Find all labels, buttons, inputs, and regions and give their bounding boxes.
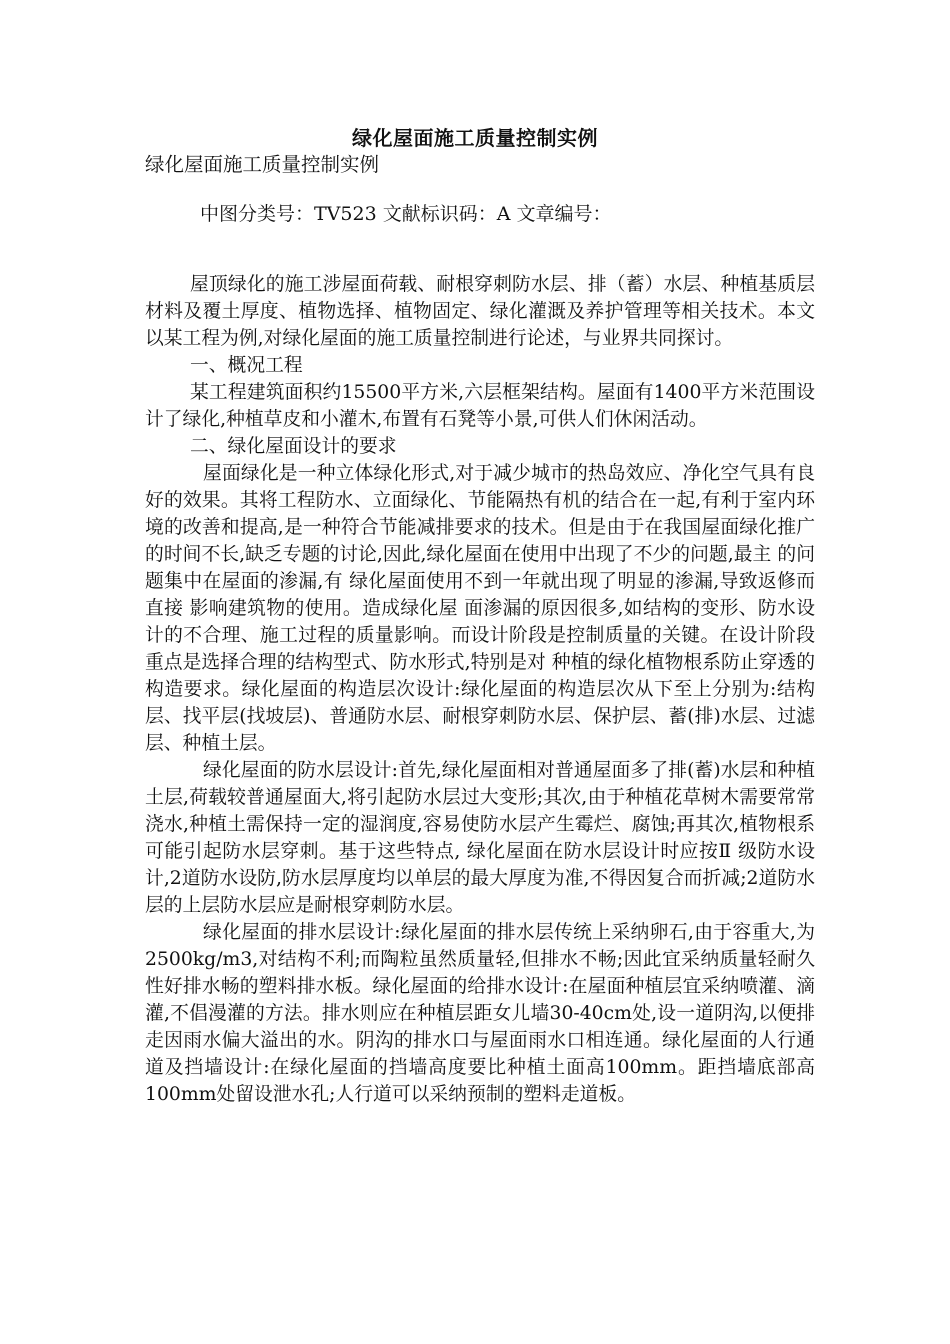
- section-heading-design: 二、绿化屋面设计的要求: [190, 436, 397, 457]
- overview-paragraph: 某工程建筑面积约15500平方米,六层框架结构。屋面有1400平方米范围设计了绿化,种植草皮和小灌木,布置有石凳等小景,可供人们休闲活动。: [145, 382, 815, 430]
- document-body: [145, 271, 815, 1108]
- design-paragraph: 屋面绿化是一种立体绿化形式,对于减少城市的热岛效应、净化空气具有良好的效果。其将工程防水、立面绿化、节能隔热有机的结合在一起,有利于室内环境的改善和提高,是一种符合节能减排要求的技术。但是由于在我国屋面绿化推广的时间不长,缺乏专题的讨论,因此,绿化屋面在使用中出现了不少的问题,最主 的问题集中在屋面的渗漏,有 绿化屋面使用不到一年就出现了明显的渗漏,导致返修而直接 影响建筑物的使用。造成绿化屋 面渗漏的原因很多,如结构的变形、防水设计的不合理、施工过程的质量影响。而设计阶段是控制质量的关键。在设计阶段重点是选择合理的结构型式、防水形式,特别是对 种植的绿化植物根系防止穿透的构造要求。绿化屋面的构造层次设计:绿化屋面的构造层次从下至上分别为:结构层、找平层(找坡层)、普通防水层、耐根穿刺防水层、保护层、蓄(排)水层、过滤层、种植土层。: [145, 463, 815, 754]
- document-subtitle: 绿化屋面施工质量控制实例: [145, 153, 380, 176]
- document-title: 绿化屋面施工质量控制实例: [352, 126, 598, 150]
- waterproof-layer-paragraph: 绿化屋面的防水层设计:首先,绿化屋面相对普通屋面多了排(蓄)水层和种植土层,荷载较普通屋面大,将引起防水层过大变形;其次,由于种植花草树木需要常常浇水,种植土需保持一定的湿润度,容易使防水层产生霉烂、腐蚀;再其次,植物根系可能引起防水层穿刺。基于这些特点, 绿化屋面在防水层设计时应按Ⅱ 级防水设计,2道防水设防,防水层厚度均以单层的最大厚度为准,不得因复合而折减;2道防水层的上层防水层应是耐根穿刺防水层。: [145, 760, 815, 916]
- drainage-layer-paragraph: 绿化屋面的排水层设计:绿化屋面的排水层传统上采纳卵石,由于容重大,为2500kg/m3,对结构不利;而陶粒虽然质量轻,但排水不畅;因此宜采纳质量轻耐久性好排水畅的塑料排水板。绿化屋面的给排水设计:在屋面种植层宜采纳喷灌、滴灌,不倡漫灌的方法。排水则应在种植层距女儿墙30-40cm处,设一道阴沟,以便排走因雨水偏大溢出的水。阴沟的排水口与屋面雨水口相连通。绿化屋面的人行通道及挡墙设计:在绿化屋面的挡墙高度要比种植土面高100mm。距挡墙底部高100mm处留设泄水孔;人行道可以采纳预制的塑料走道板。: [145, 922, 815, 1105]
- section-heading-overview: 一、概况工程: [190, 355, 303, 376]
- intro-paragraph: 屋顶绿化的施工涉屋面荷载、耐根穿刺防水层、排（蓄）水层、种植基质层材料及覆土厚度、植物选择、植物固定、绿化灌溉及养护管理等相关技术。本文以某工程为例,对绿化屋面的施工质量控制进行论述，与业界共同探讨。: [145, 274, 815, 349]
- classification-line: 中图分类号：TV523 文献标识码：A 文章编号：: [200, 203, 612, 225]
